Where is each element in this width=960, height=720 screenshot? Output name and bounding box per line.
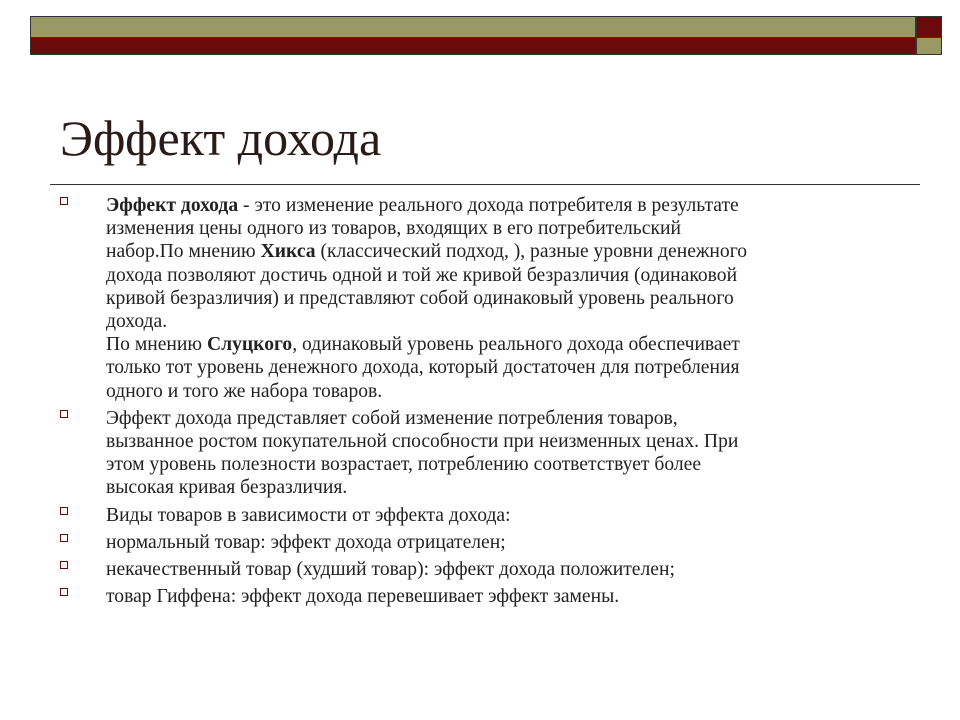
title-divider <box>50 184 920 185</box>
hollow-square-bullet-icon <box>60 534 68 542</box>
text-line <box>106 333 906 356</box>
list-item-normal-good <box>56 531 906 554</box>
text-line <box>106 194 906 217</box>
hollow-square-bullet-icon <box>60 197 68 205</box>
list-item-inferior-good <box>56 558 906 581</box>
term-hicks: Хикса <box>260 241 316 263</box>
list-item-giffen-good <box>56 585 906 608</box>
text-fragment: По мнению <box>106 334 207 356</box>
list-item-consumption-change <box>56 407 906 500</box>
term-slutsky: Слуцкого <box>206 334 293 356</box>
text-line: высокая кривая безразличия. <box>106 477 348 499</box>
text-line: кривой безразличия) и представляют собой одинаковый уровень реального <box>106 287 734 309</box>
term-income-effect: Эффект дохода <box>106 195 239 216</box>
text-line: одного и того же набора товаров. <box>106 380 383 402</box>
text-line: дохода позволяют достичь одной и той же кривой безразличия (одинаковой <box>106 264 738 286</box>
list-item-income-effect-definition <box>56 194 906 403</box>
text-line: только тот уровень денежного дохода, который достаточен для потребления <box>106 357 740 379</box>
bullet-list <box>56 194 906 612</box>
hollow-square-bullet-icon <box>60 507 68 515</box>
text-line: изменения цены одного из товаров, входящих в его потребительский <box>106 218 681 240</box>
text-line: дохода. <box>106 311 168 333</box>
text-fragment: - это изменение реального дохода потребителя в результате <box>238 195 739 216</box>
header-square-olive <box>916 37 942 55</box>
list-item-goods-types <box>56 504 906 527</box>
text-fragment: , одинаковый уровень реального дохода обеспечивает <box>292 334 740 356</box>
hollow-square-bullet-icon <box>60 588 68 596</box>
slide-title: Эффект дохода <box>60 110 382 166</box>
hollow-square-bullet-icon <box>60 410 68 418</box>
text-fragment: (классический подход, ), разные уровни денежного <box>315 241 748 263</box>
text-line: товар Гиффена: эффект дохода перевешивает эффект замены. <box>106 586 620 608</box>
text-line: Эффект дохода представляет собой изменение потребления товаров, <box>106 407 678 429</box>
text-line <box>106 240 906 263</box>
hollow-square-bullet-icon <box>60 561 68 569</box>
header-bar-olive <box>30 16 916 38</box>
text-line: нормальный товар: эффект дохода отрицателен; <box>106 531 506 553</box>
text-line: некачественный товар (худший товар): эффект дохода положителен; <box>106 559 675 581</box>
header-bar-maroon <box>30 37 916 55</box>
text-line: этом уровень полезности возрастает, потреблению соответствует более <box>106 454 702 476</box>
text-line: вызванное ростом покупательной способности при неизменных ценах. При <box>106 431 739 453</box>
header-square-maroon <box>916 16 942 38</box>
text-line: Виды товаров в зависимости от эффекта дохода: <box>106 504 511 526</box>
text-fragment: набор.По мнению <box>106 241 261 263</box>
